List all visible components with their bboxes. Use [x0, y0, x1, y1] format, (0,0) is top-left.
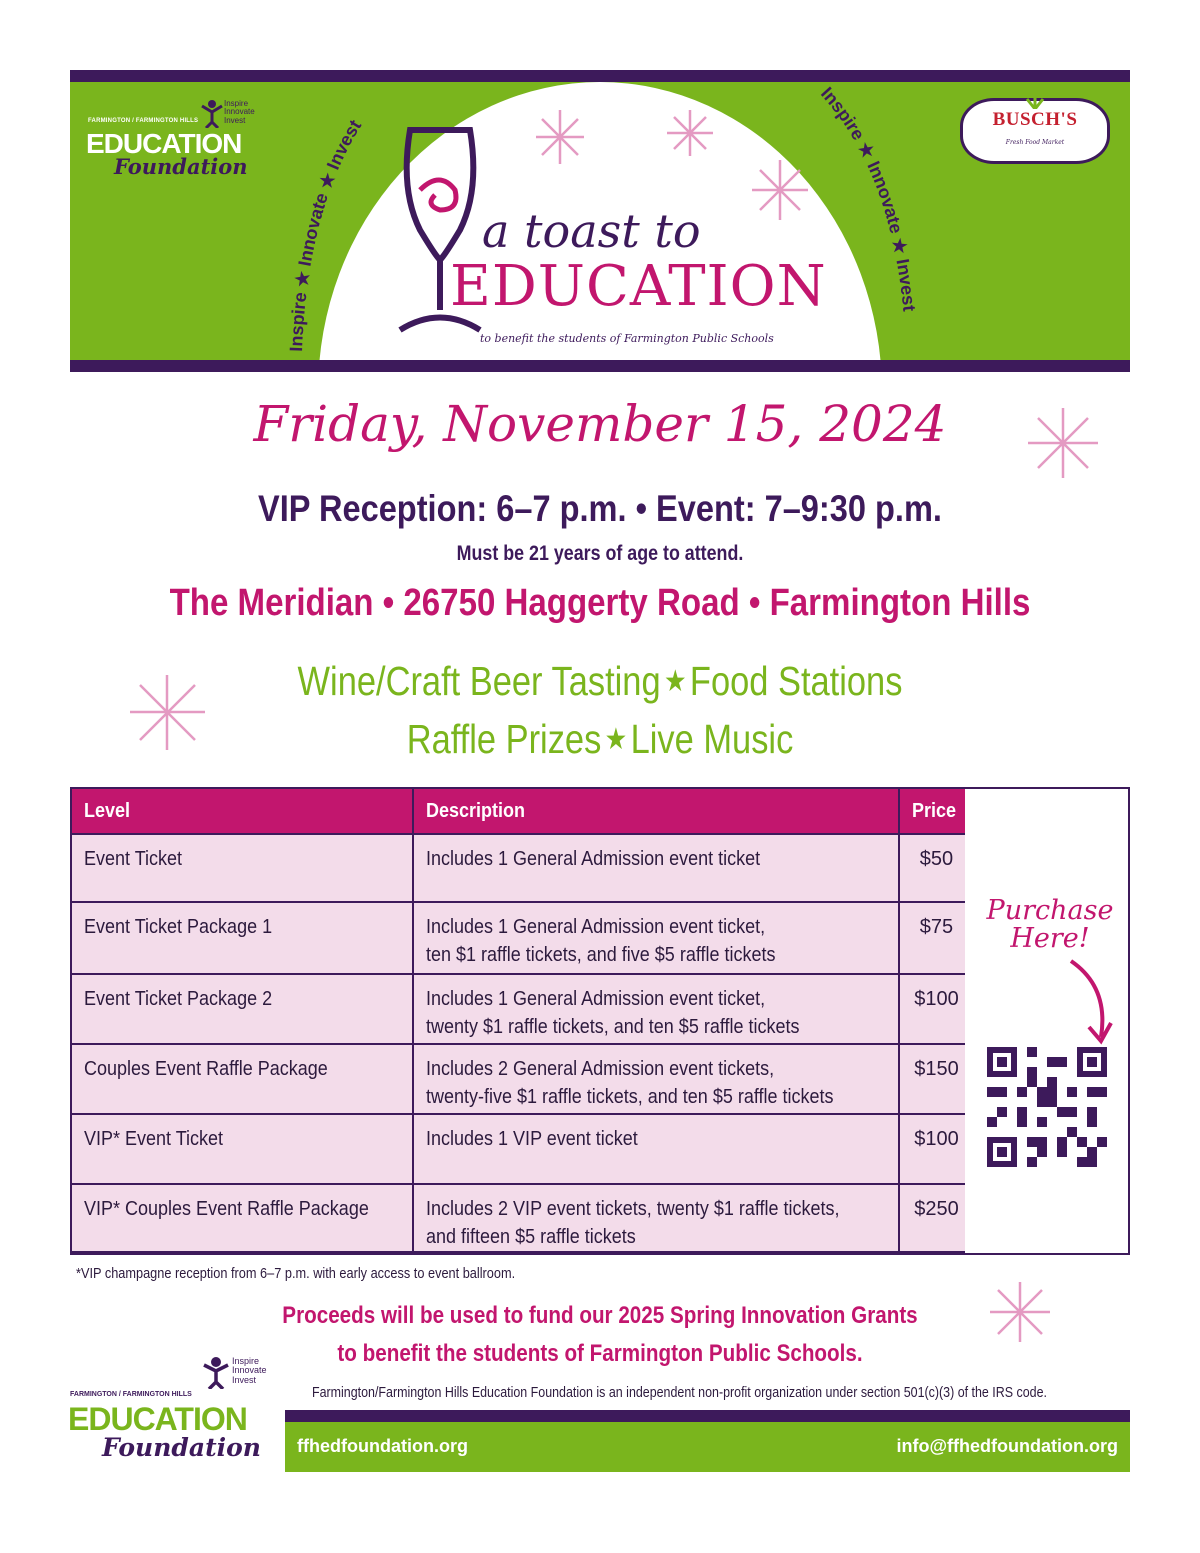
row-description: Includes 1 General Admission event ticket, twenty $1 raffle tickets, and ten $5 raffle tickets [413, 974, 899, 1044]
row-price: $100 [899, 1114, 974, 1184]
header-banner [70, 70, 1130, 372]
arrow-down-icon [1065, 957, 1115, 1047]
event-times: VIP Reception: 6–7 p.m. • Event: 7–9:30 p.m. [258, 488, 942, 529]
ticket-table [72, 789, 975, 1253]
website-link[interactable]: ffhedfoundation.org [297, 1436, 468, 1456]
row-level: VIP* Couples Event Raffle Package [72, 1184, 413, 1252]
features-line-1: Wine/Craft Beer Tasting ★Food Stations [297, 658, 903, 704]
sparkle-icon [990, 1282, 1050, 1342]
star-icon: ★ [663, 665, 687, 698]
footer-bar [285, 1422, 1130, 1472]
row-price: $75 [899, 902, 974, 974]
row-price: $150 [899, 1044, 974, 1114]
vip-footnote: *VIP champagne reception from 6–7 p.m. with early access to event ballroom. [76, 1265, 516, 1282]
table-header-row [72, 789, 974, 834]
row-level: Event Ticket Package 1 [72, 902, 413, 974]
leaf-icon [1023, 97, 1047, 109]
email-link[interactable]: info@ffhedfoundation.org [896, 1436, 1118, 1456]
table-row [72, 1044, 974, 1114]
table-row [72, 834, 974, 902]
row-level: VIP* Event Ticket [72, 1114, 413, 1184]
purchase-panel [965, 789, 1128, 1253]
row-level: Event Ticket [72, 834, 413, 902]
footer-logo-tagline: Inspire Innovate Invest [232, 1356, 267, 1385]
row-description: Includes 1 General Admission event ticket [413, 834, 899, 902]
legal-notice: Farmington/Farmington Hills Education Foundation is an independent non-profit organization under section 501(c)(3) of the IRS code. [312, 1384, 1047, 1401]
qr-code[interactable] [987, 1047, 1107, 1167]
arc-right-text: Inspire ★ Innovate ★ Invest [817, 83, 920, 313]
table-row [72, 974, 974, 1044]
header-level: Level [72, 789, 413, 834]
table-row [72, 1184, 974, 1252]
event-title-main: EDUCATION [450, 254, 827, 319]
footer-foundation-logo [66, 1355, 276, 1485]
row-price: $50 [899, 834, 974, 902]
arc-left-text: Inspire ★ Innovate ★ Invest [286, 116, 366, 353]
footer-logo-word: EDUCATION [68, 1401, 247, 1437]
footer-stripe [285, 1410, 1130, 1422]
event-title-script: a toast to [482, 204, 701, 258]
proceeds-line-2: to benefit the students of Farmington Public Schools. [337, 1340, 863, 1367]
row-description: Includes 1 VIP event ticket [413, 1114, 899, 1184]
event-date: Friday, November 15, 2024 [253, 395, 947, 453]
row-price: $250 [899, 1184, 974, 1252]
table-row [72, 1114, 974, 1184]
sparkle-icon [1028, 408, 1098, 478]
row-description: Includes 2 VIP event tickets, twenty $1 raffle tickets, and fifteen $5 raffle tickets [413, 1184, 899, 1252]
event-venue: The Meridian • 26750 Haggerty Road • Farmington Hills [169, 582, 1031, 624]
table-row [72, 902, 974, 974]
row-level: Couples Event Raffle Package [72, 1044, 413, 1114]
event-subtitle: to benefit the students of Farmington Public Schools [480, 332, 774, 345]
sponsor-logo [960, 98, 1110, 164]
logo-script: Foundation [114, 154, 248, 179]
row-description: Includes 1 General Admission event ticket, ten $1 raffle tickets, and five $5 raffle tickets [413, 902, 899, 974]
age-notice: Must be 21 years of age to attend. [456, 542, 744, 565]
purchase-label: Purchase Here! [986, 895, 1114, 955]
header-price: Price [899, 789, 974, 834]
logo-top-line: FARMINGTON / FARMINGTON HILLS [88, 118, 199, 124]
row-description: Includes 2 General Admission event tickets, twenty-five $1 raffle tickets, and ten $5 raffle tickets [413, 1044, 899, 1114]
row-price: $100 [899, 974, 974, 1044]
header-description: Description [413, 789, 899, 834]
logo-tagline: Inspire Innovate Invest [224, 99, 255, 125]
proceeds-line-1: Proceeds will be used to fund our 2025 Spring Innovation Grants [282, 1302, 918, 1329]
logo-word: EDUCATION [86, 128, 242, 159]
ticket-table-box [70, 787, 1130, 1255]
sponsor-name: BUSCH'S [992, 109, 1078, 130]
footer-logo-top-line: FARMINGTON / FARMINGTON HILLS [70, 1391, 192, 1398]
features-line-2: Raffle Prizes ★Live Music [406, 716, 794, 762]
row-level: Event Ticket Package 2 [72, 974, 413, 1044]
star-icon: ★ [604, 723, 628, 756]
sponsor-tagline: Fresh Food Market [1005, 139, 1065, 146]
footer-logo-script: Foundation [102, 1433, 261, 1462]
